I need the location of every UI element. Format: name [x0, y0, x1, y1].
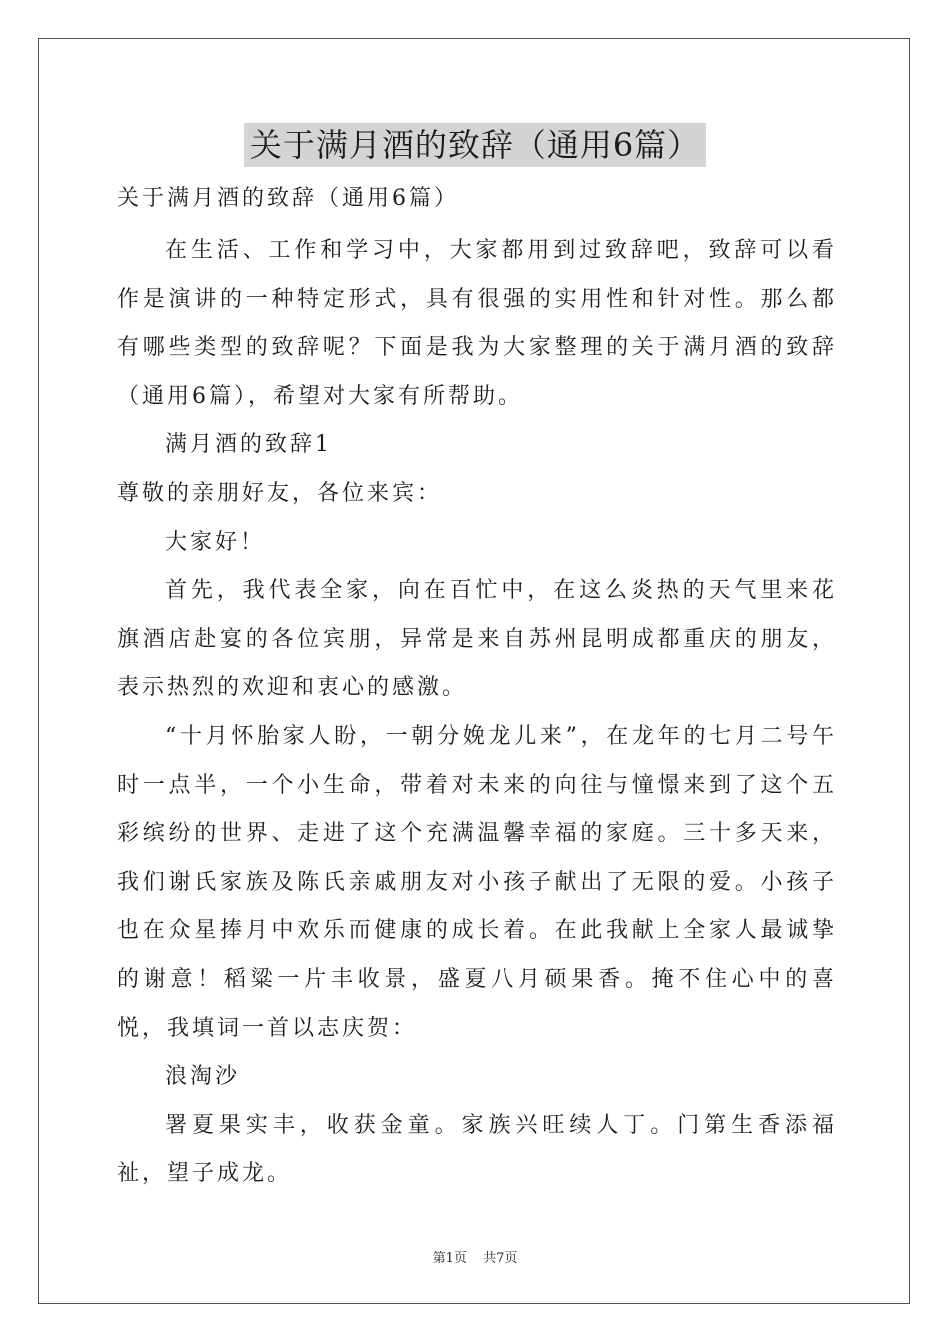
page-footer: [0, 1247, 950, 1266]
poem-title: 浪淘沙: [165, 1064, 241, 1090]
greeting-paragraph: 大家好！: [165, 529, 266, 555]
section-heading: 满月酒的致辞1: [165, 432, 332, 458]
body-paragraph: 首先，我代表全家，向在百忙中，在这么炎热的天气里来花旗酒店赴宴的各位宾朋，异常是来自苏州昆明成都重庆的朋友，表示热烈的欢迎和衷心的感激。: [117, 578, 837, 701]
title-container: [0, 123, 950, 167]
page-number: 第1页: [432, 1251, 467, 1266]
body-paragraph: “十月怀胎家人盼，一朝分娩龙儿来”，在龙年的七月二号午时一点半，一个小生命，带着对未来的向往与憧憬来到了这个五彩缤纷的世界、走进了这个充满温馨幸福的家庭。三十多天来，我们谢氏家族及陈氏亲戚朋友对小孩子献出了无限的爱。小孩子也在众星捧月中欢乐而健康的成长着。在此我献上全家人最诚挚的谢意！稻粱一片丰收景，盛夏八月硕果香。掩不住心中的喜悦，我填词一首以志庆贺：: [117, 723, 837, 1041]
intro-paragraph: 在生活、工作和学习中，大家都用到过致辞吧，致辞可以看作是演讲的一种特定形式，具有很强的实用性和针对性。那么都有哪些类型的致辞呢？下面是我为大家整理的关于满月酒的致辞（通用6篇），希望对大家有所帮助。: [117, 238, 837, 409]
salutation-paragraph: 尊敬的亲朋好友，各位来宾：: [117, 480, 443, 506]
subtitle-paragraph: 关于满月酒的致辞（通用6篇）: [117, 186, 459, 211]
page-total: 共7页: [483, 1251, 518, 1266]
document-title: 关于满月酒的致辞（通用6篇）: [244, 123, 706, 167]
poem-paragraph: 署夏果实丰，收获金童。家族兴旺续人丁。门第生香添福祉，望子成龙。: [117, 1112, 837, 1187]
document-body: [117, 177, 837, 1199]
